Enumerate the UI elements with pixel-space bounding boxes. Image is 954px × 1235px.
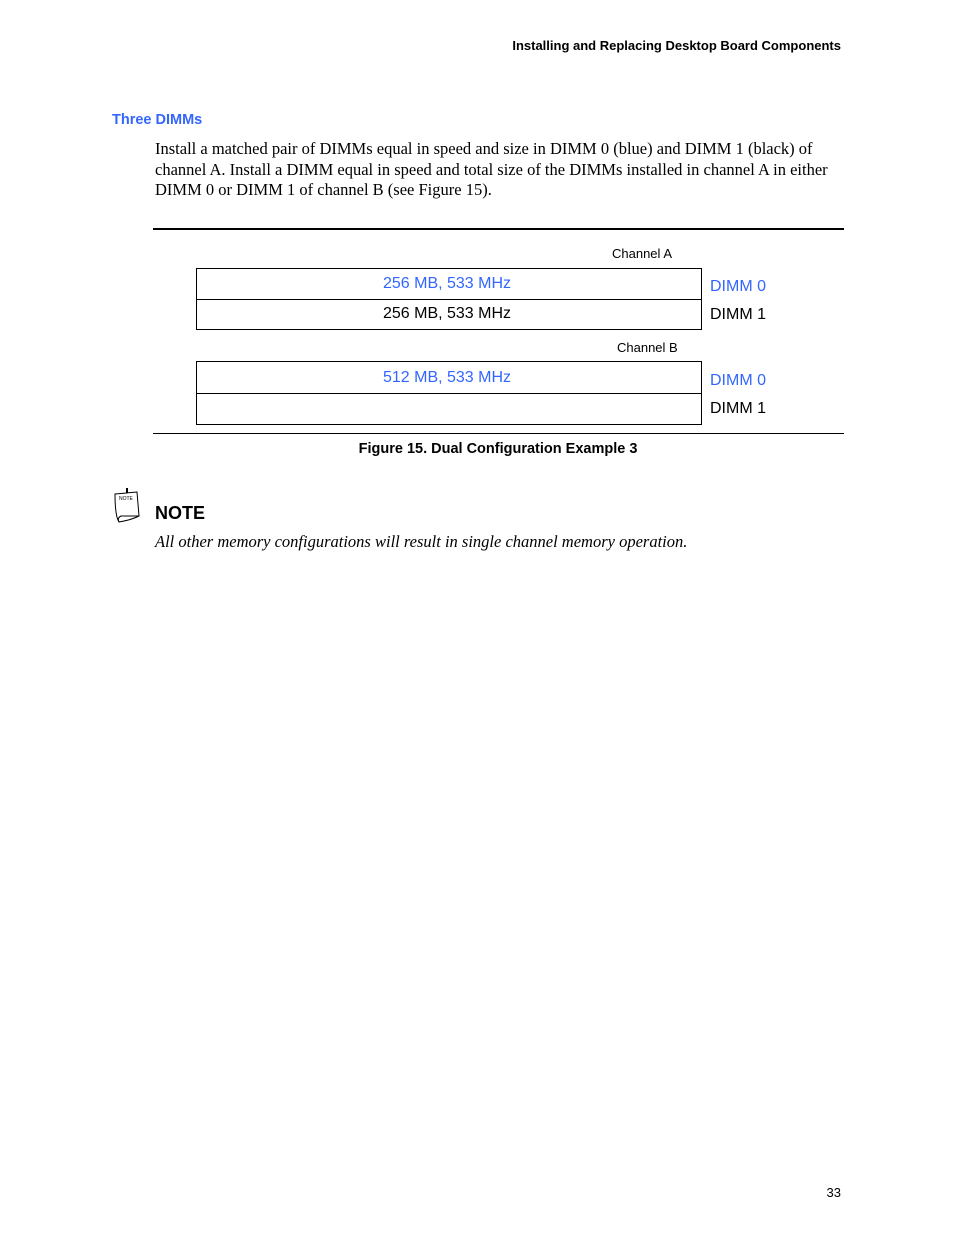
channel-b-dimm1-label: DIMM 1 <box>710 400 766 417</box>
channel-a-dimm-box <box>196 268 702 330</box>
channel-a-dimm1-label: DIMM 1 <box>710 306 766 323</box>
channel-b-dimm0-label: DIMM 0 <box>710 372 766 389</box>
figure-caption: Figure 15. Dual Configuration Example 3 <box>358 441 638 457</box>
channel-b-dimm0-content: 512 MB, 533 MHz <box>382 368 512 386</box>
channel-a-label: Channel A <box>612 246 672 261</box>
note-icon <box>111 486 145 526</box>
channel-b-dimm1-slot <box>197 393 701 424</box>
body-paragraph: Install a matched pair of DIMMs equal in speed and size in DIMM 0 (blue) and DIMM 1 (black) of channel A. Install a DIMM equal in speed and total size of the DIMMs installed in channel A in either DIMM 0 or DIMM 1 of channel B (see Figure 15). <box>155 139 828 199</box>
section-heading: Three DIMMs <box>112 112 203 128</box>
channel-b-dimm0-slot <box>197 362 701 394</box>
channel-b-label: Channel B <box>617 340 678 355</box>
channel-b-dimm-box <box>196 361 702 425</box>
figure-top-rule <box>153 228 844 230</box>
note-icon-text: NOTE <box>119 496 133 502</box>
note-title: NOTE <box>155 503 206 523</box>
channel-a-dimm0-slot <box>197 269 701 300</box>
figure-bottom-rule <box>153 433 844 434</box>
channel-a-dimm1-content: 256 MB, 533 MHz <box>382 305 512 322</box>
page-number: 33 <box>826 1185 841 1200</box>
channel-a-dimm1-slot <box>197 299 701 329</box>
note-text: All other memory configurations will result in single channel memory operation. <box>155 532 688 551</box>
running-header: Installing and Replacing Desktop Board Components <box>512 38 841 53</box>
channel-a-dimm0-content: 256 MB, 533 MHz <box>382 275 512 292</box>
channel-a-dimm0-label: DIMM 0 <box>710 278 766 295</box>
